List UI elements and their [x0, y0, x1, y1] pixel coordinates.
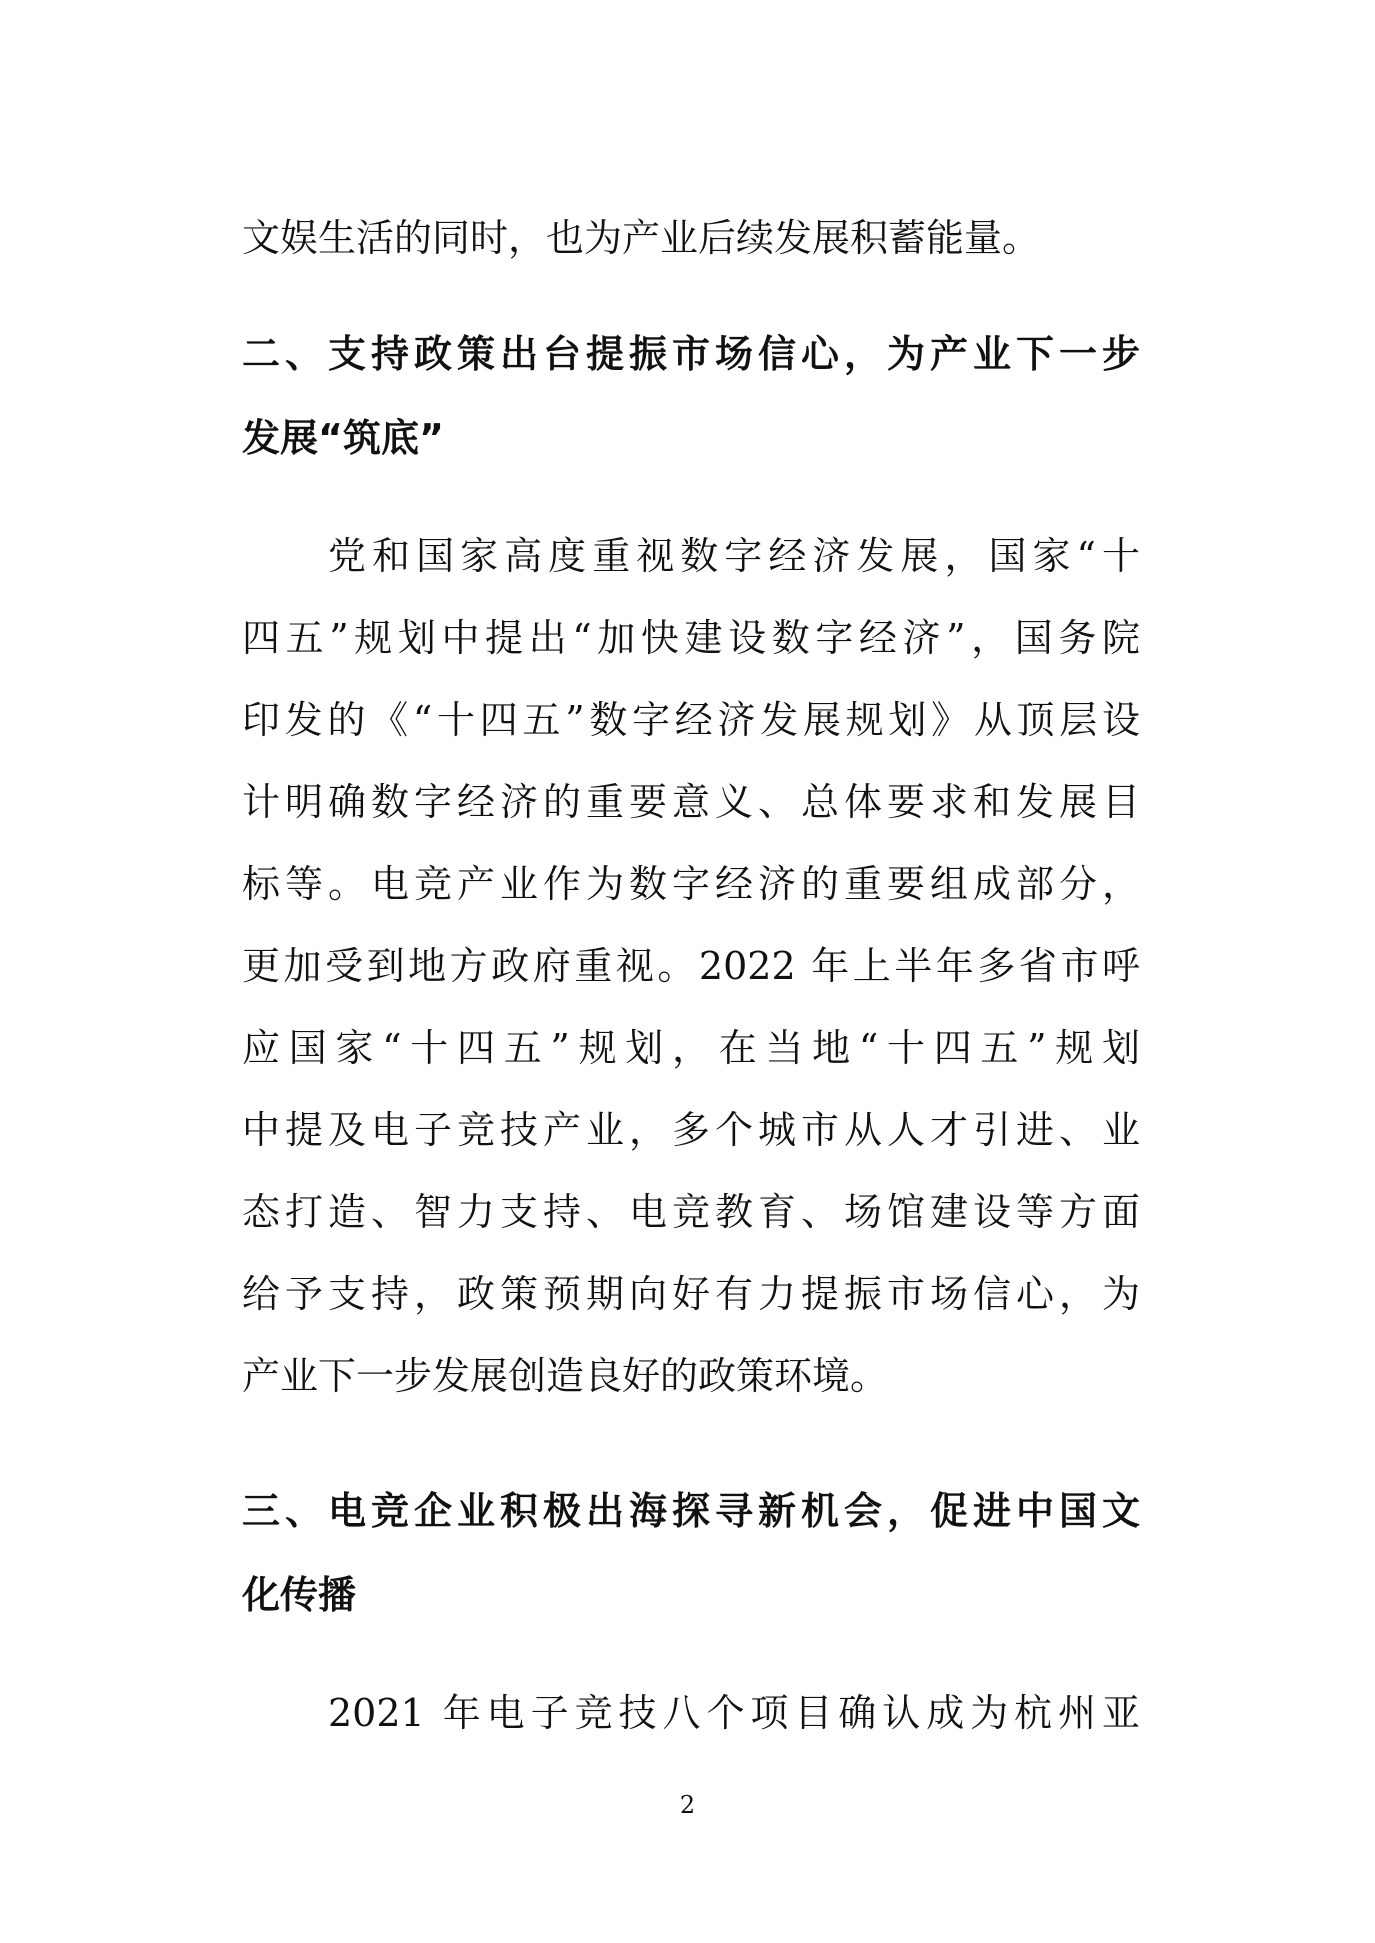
section-2-paragraph-line: 标等。电竞产业作为数字经济的重要组成部分， — [242, 862, 1140, 906]
section-2-paragraph-line: 产业下一步发展创造良好的政策环境。 — [242, 1354, 889, 1398]
section-2-heading-line-1: 二、支持政策出台提振市场信心，为产业下一步 — [242, 332, 1140, 376]
section-2-paragraph-line: 更加受到地方政府重视。2022 年上半年多省市呼 — [242, 944, 1140, 988]
section-2-paragraph-line: 给予支持，政策预期向好有力提振市场信心，为 — [242, 1272, 1140, 1316]
section-2-paragraph-line: 计明确数字经济的重要意义、总体要求和发展目 — [242, 780, 1140, 824]
section-2-paragraph-line: 中提及电子竞技产业，多个城市从人才引进、业 — [242, 1108, 1140, 1152]
section-2-paragraph-line: 应国家“十四五”规划，在当地“十四五”规划 — [242, 1026, 1140, 1070]
section-3-heading-line-2: 化传播 — [242, 1573, 357, 1617]
section-2-heading-line-2: 发展“筑底” — [242, 416, 444, 460]
continuation-text: 文娱生活的同时，也为产业后续发展积蓄能量。 — [242, 216, 1041, 260]
section-2-paragraph-line: 党和国家高度重视数字经济发展，国家“十 — [328, 534, 1140, 578]
section-3-paragraph-line: 2021 年电子竞技八个项目确认成为杭州亚 — [328, 1691, 1140, 1735]
section-2-paragraph-line: 四五”规划中提出“加快建设数字经济”，国务院 — [242, 616, 1140, 660]
page-number: 2 — [679, 1791, 696, 1819]
section-2-paragraph-line: 印发的《“十四五”数字经济发展规划》从顶层设 — [242, 698, 1140, 742]
section-3-heading-line-1: 三、电竞企业积极出海探寻新机会，促进中国文 — [242, 1489, 1140, 1533]
section-2-paragraph-line: 态打造、智力支持、电竞教育、场馆建设等方面 — [242, 1190, 1140, 1234]
